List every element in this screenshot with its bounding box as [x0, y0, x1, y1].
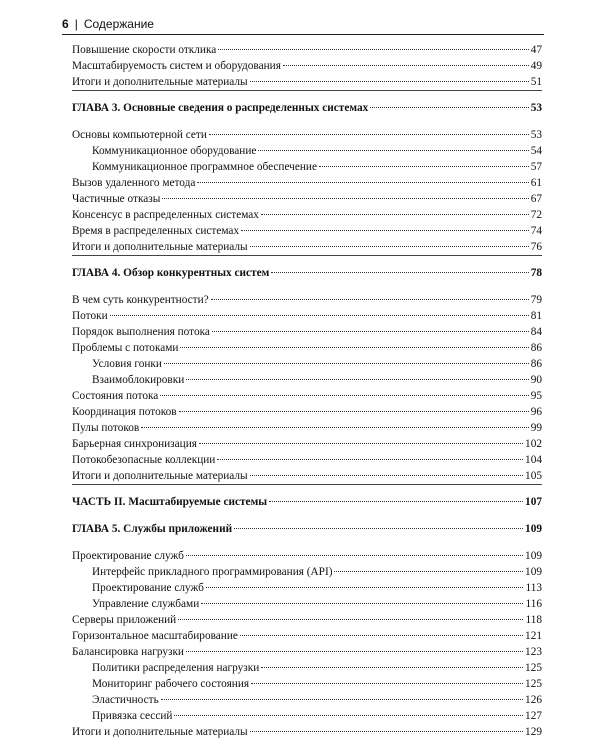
- toc-entry-page: 107: [525, 496, 542, 508]
- toc-entry: [72, 340, 542, 356]
- running-header: [62, 14, 544, 35]
- toc-entry-page: 54: [530, 145, 542, 157]
- toc-entry-page: 78: [530, 267, 542, 279]
- toc-entry-page: 79: [530, 294, 542, 306]
- header-title: Содержание: [83, 17, 154, 31]
- toc-dot-leader: [261, 214, 529, 215]
- toc-entry: [72, 159, 542, 175]
- toc-dot-leader: [180, 347, 528, 348]
- toc-entry-title: Масштабируемость систем и оборудования: [72, 60, 281, 72]
- toc-entry: [72, 207, 542, 223]
- toc-chapter-entry: [72, 521, 542, 538]
- toc-dot-leader: [186, 379, 528, 380]
- toc-entry-page: 61: [530, 177, 542, 189]
- toc-entry-page: 95: [530, 390, 542, 402]
- toc-entry-title: Итоги и дополнительные материалы: [72, 76, 248, 88]
- toc-dot-leader: [179, 411, 529, 412]
- toc-entry-title: ГЛАВА 5. Службы приложений: [72, 523, 233, 535]
- toc-entry-page: 86: [530, 358, 542, 370]
- toc-entry-page: 90: [530, 374, 542, 386]
- toc-dot-leader: [283, 65, 529, 66]
- toc-entry: [72, 724, 542, 740]
- toc-entry: [72, 564, 542, 580]
- toc-entry-page: 49: [530, 60, 542, 72]
- toc-entry-title: Частичные отказы: [72, 193, 161, 205]
- toc-dot-leader: [258, 150, 528, 151]
- toc-dot-leader: [209, 134, 529, 135]
- toc-entry-title: Повышение скорости отклика: [72, 44, 217, 56]
- toc-dot-leader: [250, 246, 529, 247]
- toc-dot-leader: [319, 166, 529, 167]
- toc-chapter-entry: [72, 100, 542, 117]
- toc-dot-leader: [212, 331, 529, 332]
- toc-entry-page: 123: [525, 646, 542, 658]
- toc-entry-page: 121: [525, 630, 542, 642]
- toc-entry: [72, 628, 542, 644]
- table-of-contents: [72, 42, 542, 740]
- toc-entry: [72, 612, 542, 628]
- toc-entry-title: ГЛАВА 4. Обзор конкурентных систем: [72, 267, 270, 279]
- toc-entry-page: 74: [530, 225, 542, 237]
- toc-dot-leader: [250, 475, 523, 476]
- toc-entry-page: 116: [525, 598, 542, 610]
- toc-entry-page: 125: [525, 662, 542, 674]
- toc-dot-leader: [334, 571, 523, 572]
- toc-dot-leader: [217, 459, 523, 460]
- toc-entry-title: Проектирование служб: [72, 550, 184, 562]
- toc-entry-title: Консенсус в распределенных системах: [72, 209, 259, 221]
- page-number: 6: [62, 17, 69, 31]
- toc-entry: [72, 74, 542, 91]
- toc-entry-title: Политики распределения нагрузки: [92, 662, 260, 674]
- toc-entry: [72, 324, 542, 340]
- toc-entry: [72, 644, 542, 660]
- toc-entry-title: Условия гонки: [92, 358, 162, 370]
- toc-entry-title: Эластичность: [92, 694, 159, 706]
- toc-entry-page: 113: [525, 582, 542, 594]
- toc-entry: [72, 292, 542, 308]
- toc-entry-page: 109: [525, 566, 542, 578]
- toc-entry-page: 105: [525, 470, 542, 482]
- toc-dot-leader: [370, 107, 528, 108]
- toc-entry-page: 76: [530, 241, 542, 253]
- toc-entry-title: Коммуникационное программное обеспечение: [92, 161, 317, 173]
- toc-entry-title: Проблемы с потоками: [72, 342, 179, 354]
- toc-entry: [72, 452, 542, 468]
- toc-entry: [72, 191, 542, 207]
- toc-dot-leader: [199, 443, 523, 444]
- toc-entry-page: 47: [530, 44, 542, 56]
- toc-entry-title: Балансировка нагрузки: [72, 646, 184, 658]
- toc-entry: [72, 404, 542, 420]
- toc-dot-leader: [218, 49, 528, 50]
- header-separator: |: [74, 17, 78, 31]
- toc-entry: [72, 596, 542, 612]
- toc-entry-page: 99: [530, 422, 542, 434]
- toc-entry-title: Мониторинг рабочего состояния: [92, 678, 250, 690]
- toc-entry-page: 86: [530, 342, 542, 354]
- toc-dot-leader: [164, 363, 529, 364]
- toc-entry-title: Координация потоков: [72, 406, 177, 418]
- toc-dot-leader: [161, 699, 523, 700]
- toc-entry: [72, 676, 542, 692]
- toc-entry-title: Итоги и дополнительные материалы: [72, 726, 248, 738]
- toc-entry-page: 81: [530, 310, 542, 322]
- toc-entry-page: 84: [530, 326, 542, 338]
- toc-entry-title: В чем суть конкурентности?: [72, 294, 209, 306]
- toc-entry: [72, 388, 542, 404]
- toc-entry-page: 67: [530, 193, 542, 205]
- toc-entry-title: ГЛАВА 3. Основные сведения о распределенных системах: [72, 102, 369, 114]
- toc-dot-leader: [234, 528, 523, 529]
- toc-entry-title: Проектирование служб: [92, 582, 204, 594]
- toc-entry: [72, 143, 542, 159]
- toc-chapter-entry: [72, 494, 542, 511]
- toc-entry-title: Порядок выполнения потока: [72, 326, 210, 338]
- toc-entry: [72, 372, 542, 388]
- toc-dot-leader: [162, 198, 528, 199]
- toc-entry-title: Итоги и дополнительные материалы: [72, 241, 248, 253]
- toc-entry-page: 51: [530, 76, 542, 88]
- toc-dot-leader: [186, 555, 523, 556]
- toc-entry-title: Основы компьютерной сети: [72, 129, 207, 141]
- toc-dot-leader: [240, 635, 523, 636]
- toc-entry: [72, 708, 542, 724]
- toc-entry-title: Горизонтальное масштабирование: [72, 630, 238, 642]
- toc-entry-page: 109: [525, 550, 542, 562]
- toc-dot-leader: [241, 230, 529, 231]
- toc-entry-page: 129: [525, 726, 542, 738]
- toc-entry: [72, 420, 542, 436]
- toc-entry: [72, 58, 542, 74]
- toc-entry-title: Барьерная синхронизация: [72, 438, 197, 450]
- toc-dot-leader: [197, 182, 528, 183]
- toc-entry-title: Состояния потока: [72, 390, 159, 402]
- toc-dot-leader: [211, 299, 529, 300]
- toc-entry-title: ЧАСТЬ II. Масштабируемые системы: [72, 496, 268, 508]
- toc-dot-leader: [206, 587, 524, 588]
- toc-entry-title: Потоки: [72, 310, 108, 322]
- toc-dot-leader: [201, 603, 523, 604]
- toc-entry-title: Время в распределенных системах: [72, 225, 240, 237]
- toc-entry-page: 72: [530, 209, 542, 221]
- toc-entry-title: Пулы потоков: [72, 422, 140, 434]
- toc-entry: [72, 175, 542, 191]
- toc-entry-title: Привязка сессий: [92, 710, 173, 722]
- toc-dot-leader: [251, 683, 523, 684]
- toc-entry-page: 109: [525, 523, 542, 535]
- toc-entry: [72, 436, 542, 452]
- toc-entry-page: 125: [525, 678, 542, 690]
- toc-dot-leader: [250, 731, 523, 732]
- toc-dot-leader: [110, 315, 529, 316]
- toc-dot-leader: [269, 501, 523, 502]
- toc-entry-page: 96: [530, 406, 542, 418]
- toc-entry: [72, 660, 542, 676]
- toc-dot-leader: [271, 272, 528, 273]
- toc-dot-leader: [261, 667, 523, 668]
- toc-entry-title: Вызов удаленного метода: [72, 177, 196, 189]
- toc-entry-title: Итоги и дополнительные материалы: [72, 470, 248, 482]
- toc-dot-leader: [178, 619, 523, 620]
- toc-entry-page: 102: [525, 438, 542, 450]
- toc-entry-title: Серверы приложений: [72, 614, 177, 626]
- toc-entry-title: Коммуникационное оборудование: [92, 145, 257, 157]
- toc-entry: [72, 239, 542, 256]
- toc-entry: [72, 356, 542, 372]
- toc-chapter-entry: [72, 265, 542, 282]
- toc-entry-page: 53: [530, 129, 542, 141]
- toc-entry: [72, 308, 542, 324]
- toc-entry: [72, 223, 542, 239]
- toc-entry: [72, 692, 542, 708]
- toc-dot-leader: [186, 651, 523, 652]
- toc-entry-page: 127: [525, 710, 542, 722]
- toc-dot-leader: [250, 81, 529, 82]
- toc-entry-page: 57: [530, 161, 542, 173]
- toc-entry-title: Интерфейс прикладного программирования (API): [92, 566, 333, 578]
- toc-entry-page: 53: [530, 102, 542, 114]
- toc-dot-leader: [141, 427, 528, 428]
- toc-entry: [72, 42, 542, 58]
- toc-entry-title: Потокобезопасные коллекции: [72, 454, 216, 466]
- toc-entry-page: 104: [525, 454, 542, 466]
- toc-entry: [72, 468, 542, 485]
- toc-entry: [72, 580, 542, 596]
- toc-entry: [72, 127, 542, 143]
- toc-entry-page: 118: [525, 614, 542, 626]
- toc-entry-title: Управление службами: [92, 598, 200, 610]
- toc-entry-title: Взаимоблокировки: [92, 374, 185, 386]
- toc-entry: [72, 548, 542, 564]
- toc-dot-leader: [174, 715, 523, 716]
- toc-dot-leader: [160, 395, 528, 396]
- toc-entry-page: 126: [525, 694, 542, 706]
